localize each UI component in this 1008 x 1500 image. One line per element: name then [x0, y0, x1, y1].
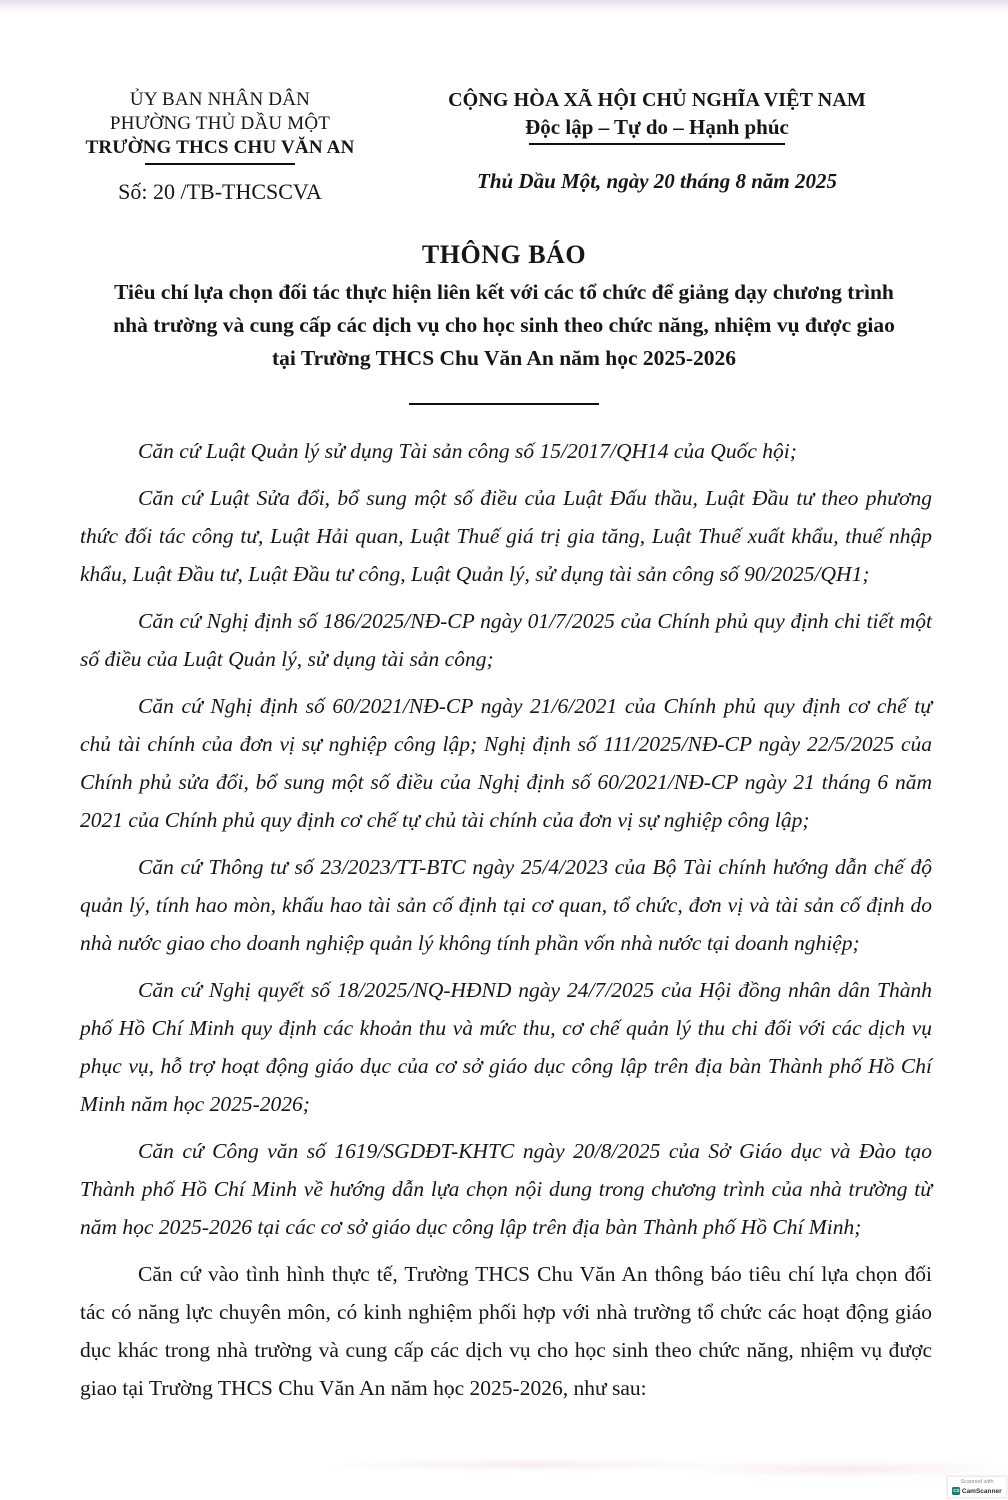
issuing-authority-block: [58, 88, 382, 204]
legal-citation-paragraph: Căn cứ Thông tư số 23/2023/TT-BTC ngày 25/4/2023 của Bộ Tài chính hướng dẫn chế độ quản lý, tính hao mòn, khấu hao tài sản cố định tại cơ quan, tổ chức, đơn vị và tài sản cố định do nhà nước giao cho doanh nghiệp quản lý không tính phần vốn nhà nước tại doanh nghiệp;: [80, 855, 932, 955]
motto-underline: [529, 143, 785, 145]
authority-line-2: PHƯỜNG THỦ DẦU MỘT: [109, 113, 331, 134]
legal-citation-paragraph: Căn cứ Nghị quyết số 18/2025/NQ-HĐND ngày 24/7/2025 của Hội đồng nhân dân Thành phố Hồ Chí Minh quy định các khoản thu và mức thu, cơ chế quản lý thu chi đối với các dịch vụ phục vụ, hỗ trợ hoạt động giáo dục của cơ sở giáo dục công lập trên địa bàn Thành phố Hồ Chí Minh năm học 2025-2026;: [80, 978, 932, 1116]
title-block: [0, 240, 1008, 405]
legal-citation-paragraph: Căn cứ Nghị định số 186/2025/NĐ-CP ngày 01/7/2025 của Chính phủ quy định chi tiết một số điều của Luật Quản lý, sử dụng tài sản công;: [80, 609, 932, 671]
national-motto: Độc lập – Tự do – Hạnh phúc: [525, 115, 789, 139]
title-divider-line: [409, 403, 599, 405]
legal-citation-paragraph: Căn cứ Luật Quản lý sử dụng Tài sản công số 15/2017/QH14 của Quốc hội;: [138, 439, 797, 463]
subtitle-line-3: tại Trường THCS Chu Văn An năm học 2025-2026: [271, 346, 737, 370]
document-number: Số: 20 /TB-THCSCVA: [118, 179, 322, 204]
authority-line-1: ỦY BAN NHÂN DÂN: [129, 89, 311, 110]
camscanner-brand-row: [949, 1487, 1005, 1495]
scan-artifact-top: [0, 0, 1008, 16]
document-body: [80, 432, 932, 1416]
school-name: TRƯỜNG THCS CHU VĂN AN: [85, 137, 355, 158]
subtitle-line-2: nhà trường và cung cấp các dịch vụ cho học sinh theo chức năng, nhiệm vụ được giao: [113, 313, 895, 337]
legal-citation-paragraph: Căn cứ Nghị định số 60/2021/NĐ-CP ngày 21/6/2021 của Chính phủ quy định cơ chế tự chủ tài chính của đơn vị sự nghiệp công lập; Nghị định số 111/2025/NĐ-CP ngày 22/5/2025 của Chính phủ sửa đổi, bổ sung một số điều của Nghị định số 60/2021/NĐ-CP ngày 21 tháng 6 năm 2021 của Chính phủ quy định cơ chế tự chủ tài chính của đơn vị sự nghiệp công lập;: [80, 694, 932, 832]
scan-artifact-bottom: [320, 1458, 740, 1472]
scanned-with-label: Scanned with: [960, 1479, 994, 1485]
camscanner-name: CamScanner: [961, 1487, 1002, 1495]
announcement-lead-paragraph: Căn cứ vào tình hình thực tế, Trường THCS Chu Văn An thông báo tiêu chí lựa chọn đối tác có năng lực chuyên môn, có kinh nghiệm phối hợp với nhà trường tổ chức các hoạt động giáo dục khác trong nhà trường và cung cấp các dịch vụ cho học sinh theo chức năng, nhiệm vụ được giao tại Trường THCS Chu Văn An năm học 2025-2026, như sau:: [80, 1262, 932, 1400]
national-header-block: [418, 88, 896, 194]
legal-citation-paragraph: Căn cứ Công văn số 1619/SGDĐT-KHTC ngày 20/8/2025 của Sở Giáo dục và Đào tạo Thành phố Hồ Chí Minh về hướng dẫn lựa chọn nội dung trong chương trình của nhà trường từ năm học 2025-2026 tại các cơ sở giáo dục công lập trên địa bàn Thành phố Hồ Chí Minh;: [80, 1139, 932, 1239]
school-name-underline: [145, 163, 295, 165]
legal-citation-paragraph: Căn cứ Luật Sửa đổi, bổ sung một số điều của Luật Đấu thầu, Luật Đầu tư theo phương thức đối tác công tư, Luật Hải quan, Luật Thuế giá trị gia tăng, Luật Thuế xuất khẩu, thuế nhập khẩu, Luật Đầu tư, Luật Đầu tư công, Luật Quản lý, sử dụng tài sản công số 90/2025/QH1;: [80, 486, 932, 586]
camscanner-watermark: [947, 1476, 1007, 1498]
document-subtitle: [0, 276, 1008, 375]
document-title: THÔNG BÁO: [421, 240, 587, 269]
place-date-line: Thủ Dầu Một, ngày 20 tháng 8 năm 2025: [477, 169, 837, 193]
national-title: CỘNG HÒA XÃ HỘI CHỦ NGHĨA VIỆT NAM: [448, 89, 866, 111]
subtitle-line-1: Tiêu chí lựa chọn đối tác thực hiện liên kết với các tổ chức để giảng dạy chương trình: [114, 280, 894, 304]
camscanner-icon: CS: [953, 1488, 960, 1493]
